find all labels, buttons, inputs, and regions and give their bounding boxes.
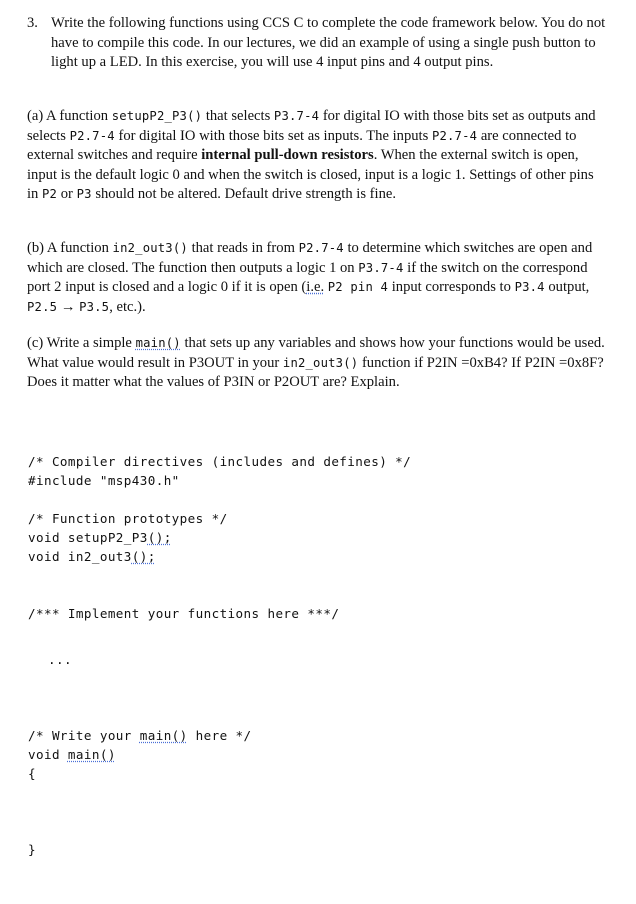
code-include: #include "msp430.h"	[28, 473, 180, 488]
question-number: 3.	[27, 15, 38, 31]
code-setupP2_P3: setupP2_P3()	[111, 109, 203, 123]
question-intro	[27, 14, 607, 73]
code-open-brace: {	[28, 766, 36, 781]
arrow-glyph: →	[60, 298, 76, 315]
code-comment-directives: /* Compiler directives (includes and defines) */	[28, 454, 412, 469]
code-proto-setup: void setupP2_P3();	[28, 530, 172, 545]
code-main: main()	[135, 336, 181, 350]
code-comment-implement: /*** Implement your functions here ***/	[28, 606, 340, 621]
code-in2_out3: in2_out3()	[112, 241, 188, 255]
bold-pull-down: internal pull-down resistors	[201, 147, 374, 164]
question-intro-text: Write the following functions using CCS C to complete the code framework below. You do not have to compile this code. In our lectures, we did an example of using a single push button to light up a LED. In this exercise, you will use 4 input pins and 4 output pins.	[51, 15, 606, 71]
code-ellipsis: ...	[48, 652, 72, 667]
code-main-signature: void main()	[28, 747, 116, 762]
part-c-paragraph: (c) Write a simple main() that sets up any variables and shows how your functions would be used. What value would result in P3OUT in your in2_out3() function if P2IN =0xB4? If P2IN =0x8F? Does it matter what the values of P3IN or P2OUT are? Explain.	[27, 335, 605, 391]
part-a-paragraph: (a) A function setupP2_P3() that selects P3.7-4 for digital IO with those bits set as outputs and selects P2.7-4 for digital IO with those bits set as inputs. The inputs P2.7-4 are connected to external switches and require internal pull-down resistors. When the external switch is open, input is the default logic 0 and when the switch is closed, input is a logic 1. Settings of other pins in P2 or P3 should not be altered. Default drive strength is fine.	[27, 108, 596, 203]
part-b-paragraph: (b) A function in2_out3() that reads in from P2.7-4 to determine which switches are open and which are closed. The function then outputs a logic 1 on P3.7-4 if the switch on the correspond port 2 input is closed and a logic 0 if it is open (i.e. P2 pin 4 input corresponds to P3.4 output, P2.5 → P3.5, etc.).	[27, 240, 593, 315]
code-close-brace: }	[28, 842, 36, 857]
code-proto-in2out3: void in2_out3();	[28, 549, 156, 564]
code-comment-main: /* Write your main() here */	[28, 728, 252, 743]
code-comment-prototypes: /* Function prototypes */	[28, 511, 228, 526]
